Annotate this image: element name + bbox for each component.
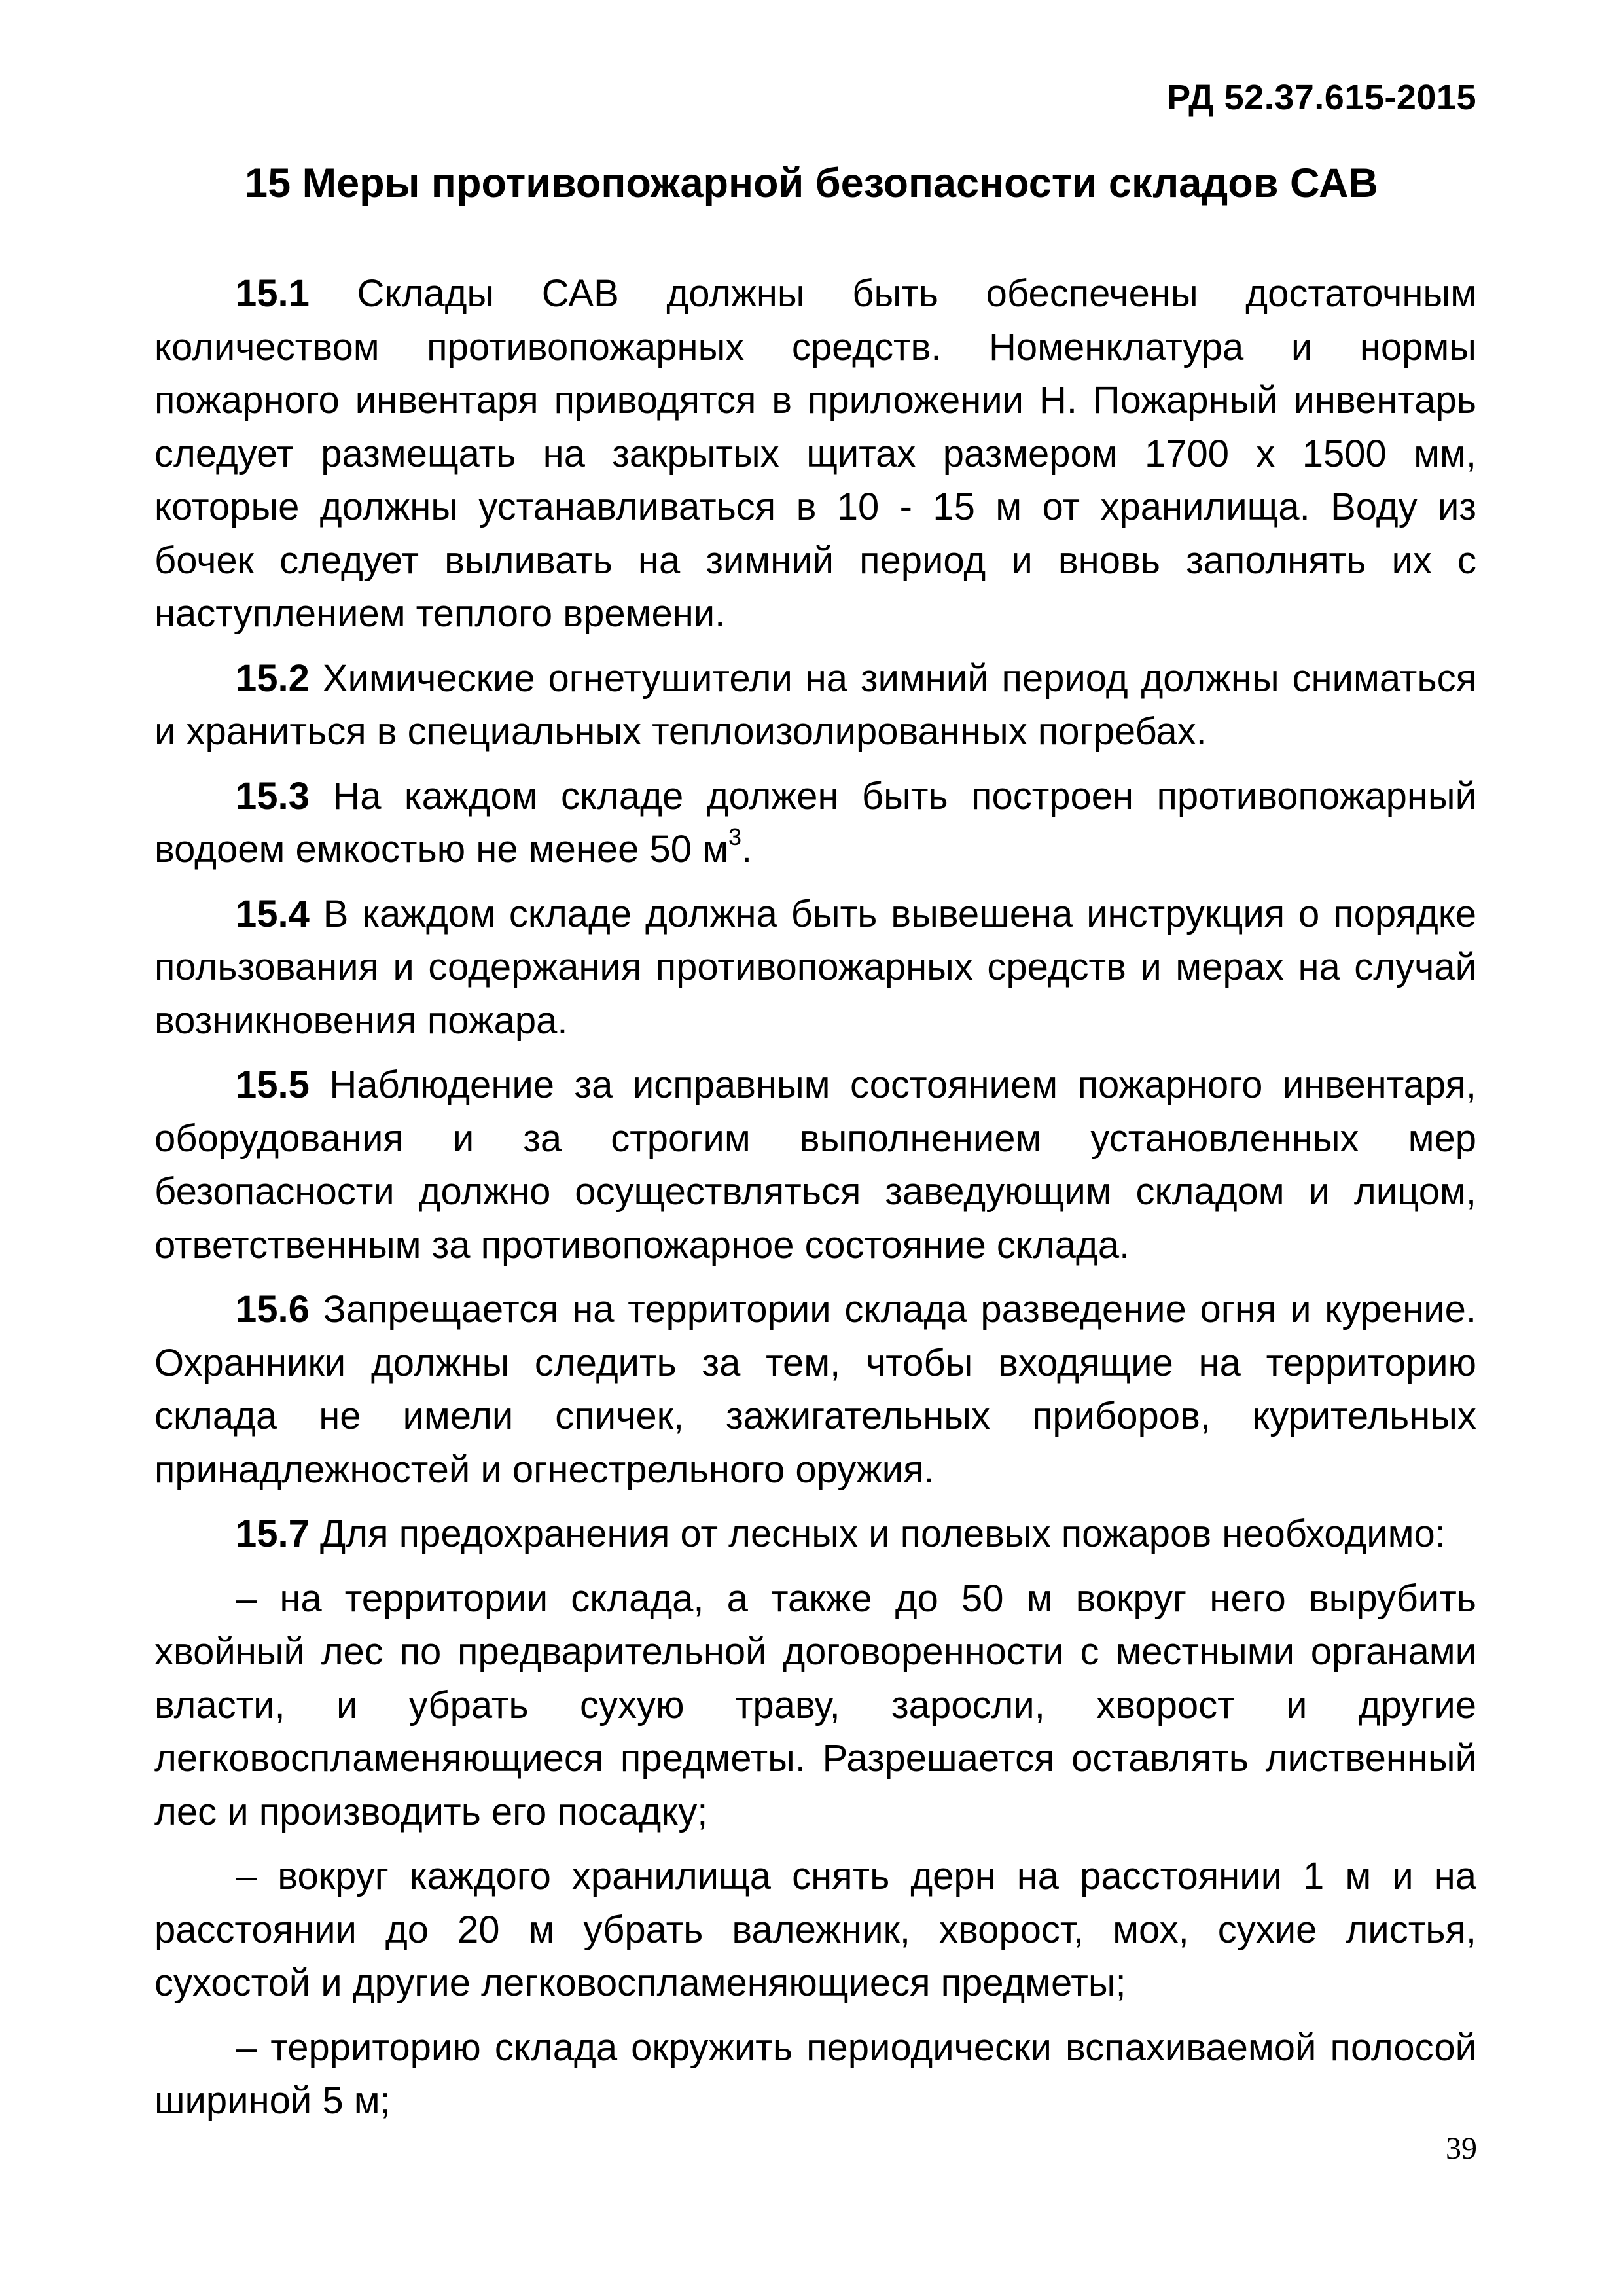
paragraph-text: Химические огнетушители на зимний период должны сниматься и храниться в специальных теплоизолированных погребах. [154, 656, 1476, 753]
paragraph-15-6 [154, 1283, 1476, 1496]
paragraph-number: 15.5 [236, 1064, 310, 1106]
list-item-clear-forest: – на территории склада, а также до 50 м вокруг него вырубить хвойный лес по предварительной договоренности с местными органами власти, и убрать сухую траву, заросли, хворост и другие легковоспламеняющиеся предметы. Разрешается оставлять лиственный лес и производить его посадку; [154, 1577, 1476, 1833]
paragraph-text: На каждом складе должен быть построен противопожарный водоем емкостью не менее 50 м [154, 774, 1476, 870]
paragraph-number: 15.1 [236, 272, 310, 315]
document-code: РД 52.37.615-2015 [1167, 78, 1476, 117]
paragraph-number: 15.6 [236, 1288, 310, 1331]
paragraph-text: Наблюдение за исправным состоянием пожарного инвентаря, оборудования и за строгим выполнением установленных мер безопасности должно осуществляться заведующим складом и лицом, ответственным за противопожарное состояние склада. [154, 1064, 1476, 1266]
list-item-remove-turf: – вокруг каждого хранилища снять дерн на расстоянии 1 м и на расстоянии до 20 м убрать валежник, хворост, мох, сухие листья, сухостой и другие легковоспламеняющиеся предметы; [154, 1855, 1476, 2004]
paragraph-number: 15.4 [236, 892, 310, 935]
paragraph-15-5 [154, 1058, 1476, 1272]
paragraph-number: 15.2 [236, 656, 310, 700]
page-number: 39 [1446, 2131, 1477, 2166]
document-body [154, 267, 1476, 2128]
paragraph-15-3 [154, 770, 1476, 876]
superscript-exponent: 3 [728, 823, 742, 850]
paragraph-text: Для предохранения от лесных и полевых пожаров необходимо: [320, 1513, 1446, 1555]
section-title: 15 Меры противопожарной безопасности складов САВ [245, 160, 1378, 206]
paragraph-number: 15.3 [236, 774, 310, 817]
paragraph-15-2 [154, 652, 1476, 759]
paragraph-text: Запрещается на территории склада разведение огня и курение. Охранники должны следить за тем, чтобы входящие на территорию склада не имели спичек, зажигательных приборов, курительных принадлежностей и огнестрельного оружия. [154, 1288, 1476, 1491]
paragraph-15-4 [154, 888, 1476, 1048]
list-item-plowed-strip: – территорию склада окружить периодически вспахиваемой полосой шириной 5 м; [154, 2026, 1476, 2122]
paragraph-15-7 [154, 1507, 1476, 1561]
paragraph-tail: . [741, 828, 753, 870]
paragraph-text: Склады САВ должны быть обеспечены достаточным количеством противопожарных средств. Номенклатура и нормы пожарного инвентаря приводятся в приложении Н. Пожарный инвентарь следует размещать на закрытых щитах размером 1700 х 1500 мм, которые должны устанавливаться в 10 - 15 м от хранилища. Воду из бочек следует выливать на зимний период и вновь заполнять их с наступлением теплого времени. [154, 272, 1476, 635]
paragraph-text: В каждом складе должна быть вывешена инструкция о порядке пользования и содержания противопожарных средств и мерах на случай возникновения пожара. [154, 892, 1476, 1042]
paragraph-15-1 [154, 267, 1476, 641]
paragraph-number: 15.7 [236, 1513, 310, 1555]
